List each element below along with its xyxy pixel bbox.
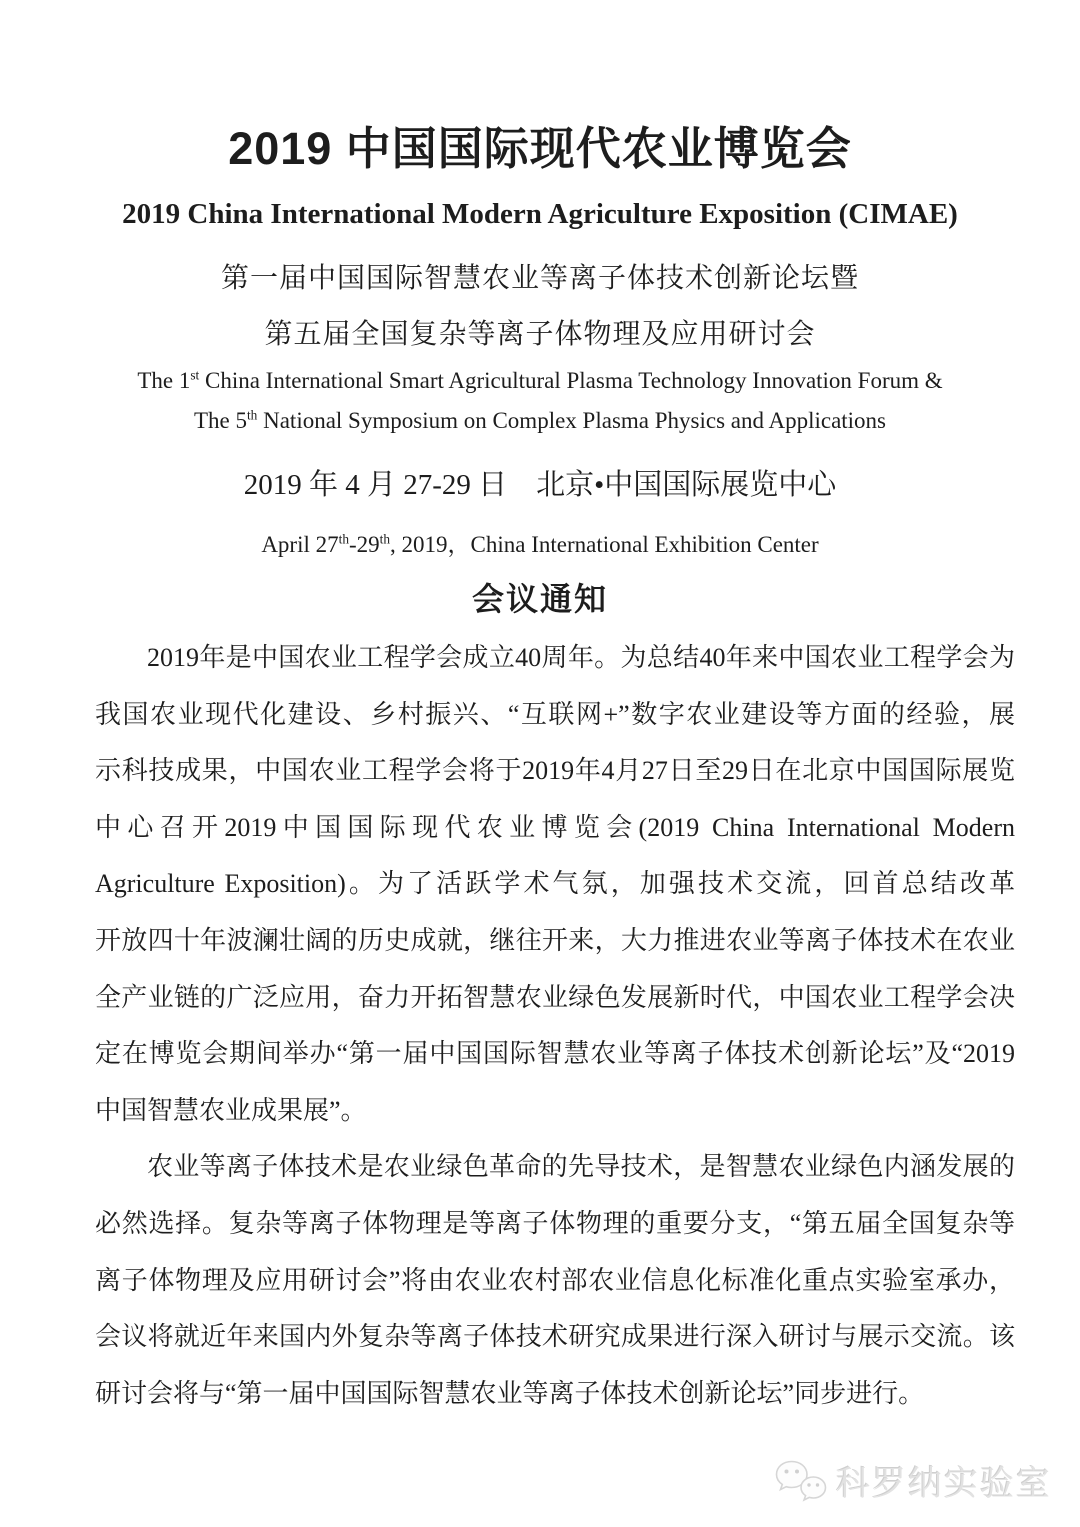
body-line: 开放四十年波澜壮阔的历史成就，继往开来，大力推进农业等离子体技术在农业 (95, 925, 1015, 955)
body-line: 研讨会将与“第一届中国国际智慧农业等离子体技术创新论坛”同步进行。 (95, 1378, 925, 1408)
body-line: 2019年是中国农业工程学会成立40周年。为总结40年来中国农业工程学会为 (147, 643, 1015, 672)
forum-title-cn-2: 第五届全国复杂等离子体物理及应用研讨会 (264, 319, 816, 350)
body-line: 全产业链的广泛应用，奋力开拓智慧农业绿色发展新时代，中国农业工程学会决 (95, 982, 1015, 1012)
body-line: 会议将就近年来国内外复杂等离子体技术研究成果进行深入研讨与展示交流。该 (95, 1322, 1015, 1352)
event-date-en: April 27th-29th, 2019，China International Exhibition Center (261, 531, 819, 557)
body-line: 农业等离子体技术是农业绿色革命的先导技术，是智慧农业绿色内涵发展的 (147, 1152, 1015, 1182)
watermark (774, 1456, 1052, 1505)
wechat-icon (774, 1458, 828, 1504)
body-line: 中国智慧农业成果展”。 (95, 1095, 367, 1125)
document-title: 2019 中国国际现代农业博览会 (228, 123, 852, 174)
paragraph-1 (95, 630, 1015, 1139)
watermark-label: 科罗纳实验室 (836, 1465, 1052, 1503)
paragraph-2 (95, 1139, 1015, 1422)
body-line: 中心召开2019中国国际现代农业博览会(2019 China International Modern (95, 812, 1015, 842)
notice-heading: 会议通知 (471, 581, 608, 617)
body-line: 我国农业现代化建设、乡村振兴、“互联网+”数字农业建设等方面的经验，展 (95, 699, 1015, 729)
event-date-cn: 2019 年 4 月 27-29 日 北京•中国国际展览中心 (243, 469, 837, 501)
body-line: 必然选择。复杂等离子体物理是等离子体物理的重要分支，“第五届全国复杂等 (95, 1208, 1015, 1238)
forum-title-en-2: The 5th National Symposium on Complex Plasma Physics and Applications (193, 407, 887, 433)
forum-title-en-1: The 1st China International Smart Agricultural Plasma Technology Innovation Forum & (137, 367, 943, 393)
body-line: 示科技成果，中国农业工程学会将于2019年4月27日至29日在北京中国国际展览 (95, 756, 1015, 786)
document-body (95, 630, 1015, 1422)
body-line: 定在博览会期间举办“第一届中国国际智慧农业等离子体技术创新论坛”及“2019 (95, 1039, 1015, 1069)
body-line: Agriculture Exposition)。为了活跃学术气氛，加强技术交流，回首总结改革 (95, 869, 1015, 899)
subtitle-en: 2019 China International Modern Agriculture Exposition (CIMAE) (122, 198, 958, 230)
body-line: 离子体物理及应用研讨会”将由农业农村部农业信息化标准化重点实验室承办， (95, 1265, 1015, 1295)
forum-title-cn-1: 第一届中国国际智慧农业等离子体技术创新论坛暨 (220, 263, 859, 294)
